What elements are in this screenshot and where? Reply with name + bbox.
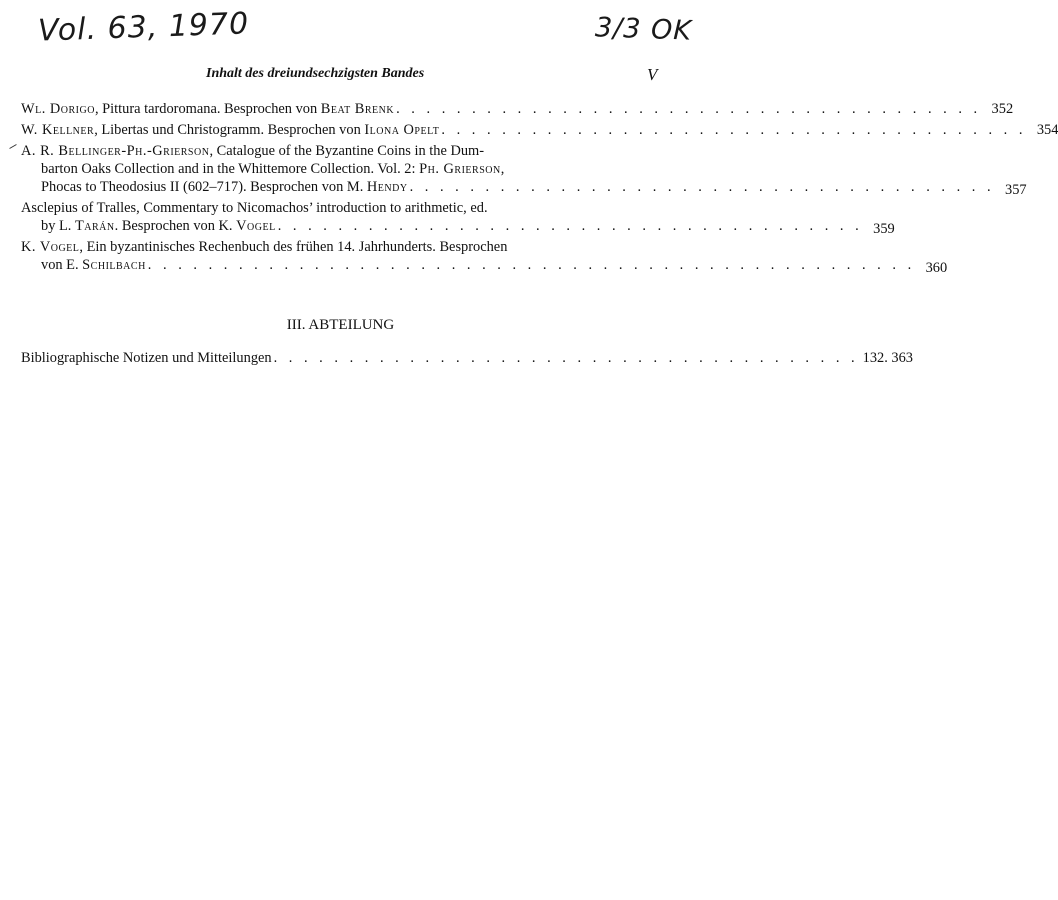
entry-title: , Pittura tardoromana. Besprochen von: [94, 101, 321, 117]
toc-entry: [21, 238, 948, 276]
leader-dots: . . . . . . . . . . . . . . . . . . . . . . . . . . . . . . . . . . . . . . .: [441, 122, 1027, 138]
entry-editor: Tarán: [74, 218, 115, 234]
entry-reviewer: Schilbach: [82, 257, 146, 273]
leader-dots: . . . . . . . . . . . . . . . . . . . . . . . . . . . . . . . . . . . . . . .: [273, 350, 859, 366]
toc-entry: [21, 199, 895, 237]
entry-reviewer: Ilona Opelt: [364, 122, 440, 138]
entry-title-line1: Asclepius of Tralles, Commentary to Nicomachos’ introduction to arithmetic, ed.: [21, 200, 488, 216]
page-number-roman: V: [647, 65, 658, 84]
entry-author: A. R. Bellinger-Ph.-Grierson: [21, 143, 210, 159]
entry-page: 359: [873, 221, 895, 237]
leader-dots: . . . . . . . . . . . . . . . . . . . . . . . . . . . . . . . . . . . . . . . . . . . . . . . . . . .: [147, 257, 916, 273]
entry-punct: ,: [500, 161, 505, 177]
bibliography-entry: [21, 350, 913, 367]
leader-dots: . . . . . . . . . . . . . . . . . . . . . . . . . . . . . . . . . . . . . . .: [396, 101, 982, 117]
table-of-contents: [21, 100, 1058, 277]
entry-title-line1: , Ein byzantinisches Rechenbuch des frühen 14. Jahrhunderts. Besprochen: [79, 239, 508, 255]
entry-author: K. Vogel: [21, 239, 80, 255]
entry-page: 357: [1005, 182, 1027, 198]
leader-dots: . . . . . . . . . . . . . . . . . . . . . . . . . . . . . . . . . . . . . . .: [277, 218, 863, 234]
bibliography-pages: 132. 363: [862, 350, 913, 366]
toc-entry: [21, 100, 1014, 118]
entry-author: Wl. Dorigo: [21, 101, 95, 117]
entry-title-line3: Phocas to Theodosius II (602–717). Besprochen von M.: [41, 179, 367, 195]
running-title: Inhalt des dreiundsechzigsten Bandes: [206, 66, 425, 81]
entry-title-line1: , Catalogue of the Byzantine Coins in the Dum-: [209, 143, 485, 159]
entry-author: W. Kellner: [21, 122, 95, 138]
entry-page: 352: [991, 101, 1014, 117]
section-title: III. ABTEILUNG: [286, 317, 395, 333]
margin-mark: [9, 144, 16, 149]
entry-reviewer: Hendy: [366, 179, 408, 195]
entry-title: , Libertas und Christogramm. Besprochen von: [94, 122, 365, 138]
running-head: [0, 66, 701, 88]
handwritten-check-note: 3/3 OK: [594, 12, 693, 47]
entry-page: 360: [925, 260, 948, 276]
entry-title-line2: von E.: [41, 257, 83, 273]
entry-reviewer: Beat Brenk: [320, 101, 395, 117]
section-heading: [0, 317, 701, 334]
toc-entry: [21, 142, 1027, 198]
toc-entry: [21, 121, 1058, 139]
entry-title-line2: by L.: [41, 218, 75, 234]
entry-title-mid: . Besprochen von K.: [114, 218, 237, 234]
entry-coauthor: Ph. Grierson: [419, 161, 501, 177]
leader-dots: . . . . . . . . . . . . . . . . . . . . . . . . . . . . . . . . . . . . . . .: [409, 179, 995, 195]
bibliography-label: Bibliographische Notizen und Mitteilungen: [21, 350, 272, 366]
handwritten-volume-note: Vol. 63, 1970: [37, 6, 250, 49]
entry-page: 354: [1036, 122, 1058, 138]
entry-title-line2: barton Oaks Collection and in the Whittemore Collection. Vol. 2:: [41, 161, 420, 177]
entry-reviewer: Vogel: [236, 218, 276, 234]
